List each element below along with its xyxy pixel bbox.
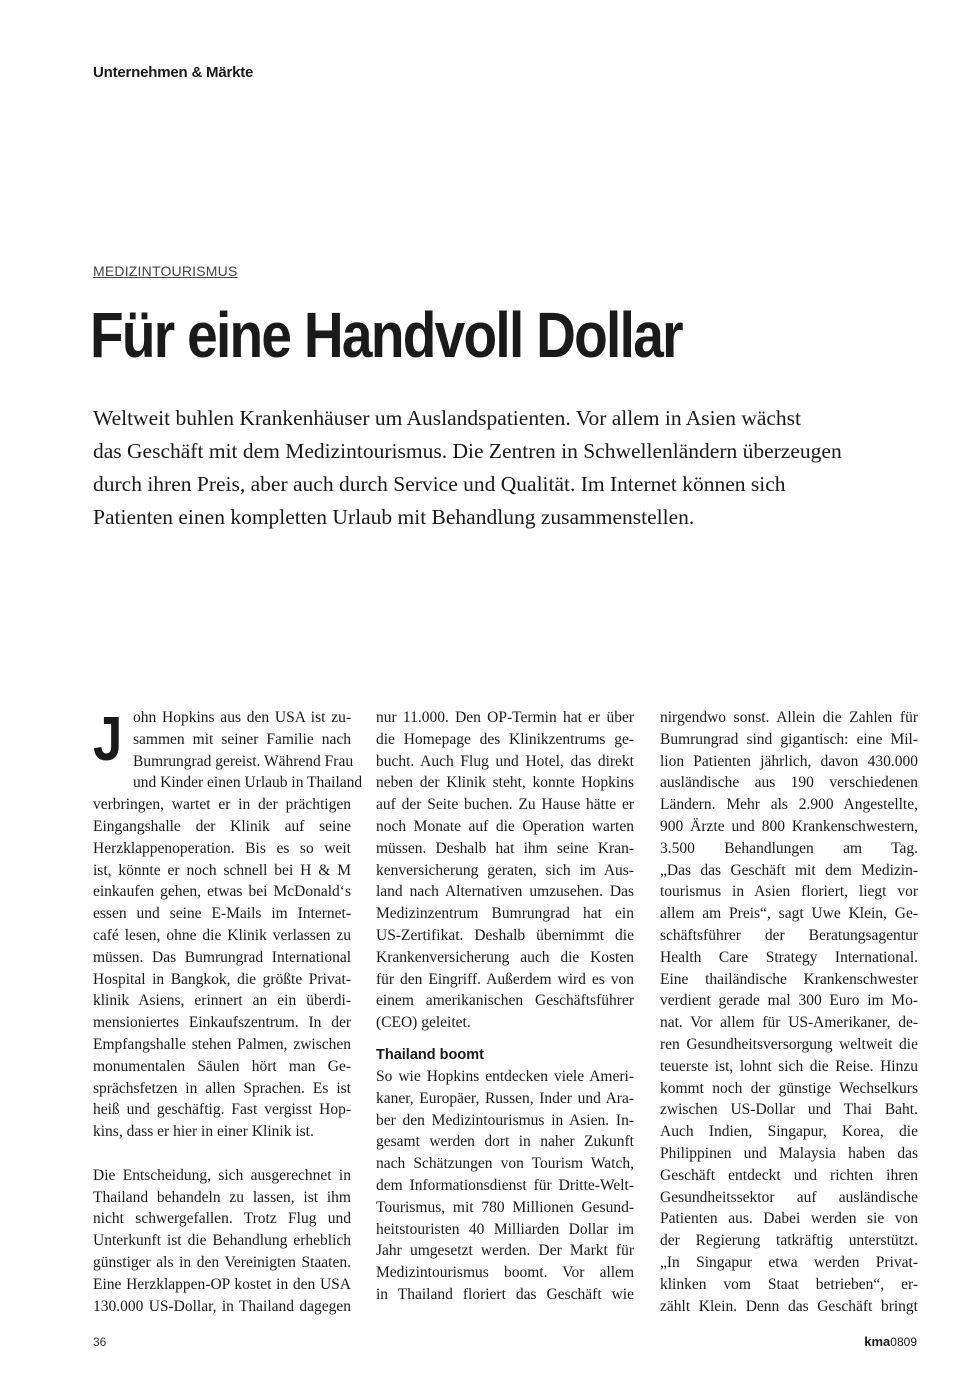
text-line: sprächsfetzen in allen Sprachen. Es ist <box>93 1079 351 1097</box>
article-kicker: MEDIZINTOURISMUS <box>93 263 238 279</box>
text-line: für den Eingriff. Außerdem wird es von <box>376 970 634 988</box>
text-line: Philippinen und Malaysia haben das <box>660 1144 918 1162</box>
article-headline: Für eine Handvoll Dollar <box>90 299 682 371</box>
text-line: nach Schätzungen von Tourism Watch, <box>376 1155 634 1173</box>
text-line: „In Singapur etwa werden Privat- <box>660 1253 918 1271</box>
text-line: Gesundheitssektor auf ausländische <box>660 1188 918 1206</box>
text-line: günstiger als in den Vereinigten Staaten. <box>93 1253 351 1271</box>
text-line: ohn Hopkins aus den USA ist zu- <box>133 709 351 726</box>
text-line: US-Zertifikat. Deshalb übernimmt die <box>376 926 634 944</box>
text-line: 900 Ärzte und 800 Krankenschwestern, <box>660 817 918 835</box>
text-line: mensioniertes Einkaufszentrum. In der <box>93 1014 351 1032</box>
text-line: Auch Indien, Singapur, Korea, die <box>660 1123 918 1141</box>
text-line: 130.000 US-Dollar, in Thailand dagegen <box>93 1297 351 1315</box>
text-line: Medizintourismus boomt. Vor allem <box>376 1264 634 1282</box>
column-1-paragraph-1 <box>93 707 363 1143</box>
text-line: Bumrungrad gereist. Während Frau <box>133 752 354 770</box>
lead-line: Patienten einen kompletten Urlaub mit Behandlung zusammenstellen. <box>93 505 695 529</box>
text-line: Health Care Strategy International. <box>660 948 918 966</box>
text-line: in Thailand floriert das Geschäft wie <box>376 1285 634 1303</box>
text-line: nicht schwergefallen. Trotz Flug und <box>93 1210 351 1228</box>
text-line: heitstouristen 40 Milliarden Dollar im <box>376 1220 634 1238</box>
text-line: nirgendwo sonst. Allein die Zahlen für <box>660 709 918 726</box>
paragraph-gap <box>93 1143 351 1165</box>
article-lead <box>93 402 893 534</box>
text-line: der Regierung tatkräftig unterstützt. <box>660 1232 918 1250</box>
text-line: zählt Klein. Denn das Geschäft bringt <box>660 1297 918 1315</box>
body-column-3 <box>660 707 918 1317</box>
text-line: Eingangshalle der Klinik auf seine <box>93 817 351 835</box>
text-line: 3.500 Behandlungen am Tag. <box>660 839 918 857</box>
text-line: ist, könnte er noch schnell bei H & M <box>93 861 351 879</box>
text-line: klinik Asiens, erinnert an ein überdi- <box>93 992 351 1010</box>
magazine-logo: kma <box>864 1334 891 1349</box>
text-line: ber den Medizintourismus in Asien. In- <box>376 1111 634 1129</box>
text-line: Medizinzentrum Bumrungrad hat ein <box>376 905 634 923</box>
text-line: Bumrungrad sind gigantisch: eine Mil- <box>660 730 918 748</box>
text-line: monumentalen Säulen hört man Ge- <box>93 1057 351 1075</box>
text-line: tourismus in Asien floriert, liegt vor <box>660 883 918 901</box>
text-line: teuerste ist, lohnt sich die Reise. Hinzu <box>660 1057 918 1075</box>
text-line: Patienten aus. Dabei werden sie von <box>660 1210 918 1228</box>
text-line: Hospital in Bangkok, die größte Privat- <box>93 970 351 988</box>
text-line: „Das das Geschäft mit dem Medizin- <box>660 861 918 879</box>
text-line: Empfangshalle stehen Palmen, zwischen <box>93 1035 351 1053</box>
text-line: auf der Seite buchen. Zu Hause hätte er <box>376 796 634 814</box>
text-line: klinken vom Staat betrieben“, er- <box>660 1275 918 1293</box>
text-line: verdient gerade mal 300 Euro im Mo- <box>660 992 918 1010</box>
text-line: und Kinder einen Urlaub in Thailand <box>133 774 363 792</box>
text-line: bucht. Auch Flug und Hotel, das direkt <box>376 752 634 770</box>
text-line: einkaufen gehen, etwas bei McDonald‘s <box>93 883 351 901</box>
text-line: nat. Vor allem für US-Amerikaner, de- <box>660 1014 918 1032</box>
text-line: schäftsführer der Beratungsagentur <box>660 926 918 944</box>
text-line: neben der Klinik steht, konnte Hopkins <box>376 774 634 792</box>
section-label: Unternehmen & Märkte <box>93 64 254 81</box>
text-line: ren Gesundheitsversorgung weltweit die <box>660 1035 918 1053</box>
column-1-paragraph-2 <box>93 1165 351 1318</box>
text-line: Unterkunft ist die Behandlung erheblich <box>93 1232 351 1250</box>
footer-brand <box>864 1334 917 1349</box>
column-2-paragraph-2 <box>376 1066 634 1306</box>
body-column-2 <box>376 707 634 1306</box>
text-line: (CEO) geleitet. <box>376 1014 471 1032</box>
text-line: sammen mit seiner Familie nach <box>133 730 351 748</box>
text-line: land nach Alternativen umzusehen. Das <box>376 883 634 901</box>
lead-line: durch ihren Preis, aber auch durch Service und Qualität. Im Internet können sich <box>93 472 786 496</box>
lead-line: das Geschäft mit dem Medizintourismus. Die Zentren in Schwellenländern überzeugen <box>93 439 842 463</box>
text-line: kenversicherung geraten, sich im Aus- <box>376 861 634 879</box>
text-line: dem Informationsdienst für Dritte-Welt- <box>376 1176 634 1194</box>
text-line: Tourismus, mit 780 Millionen Gesund- <box>376 1198 634 1216</box>
text-line: So wie Hopkins entdecken viele Ameri- <box>376 1067 634 1085</box>
text-line: essen und seine E-Mails im Internet- <box>93 905 351 923</box>
lead-line: Weltweit buhlen Krankenhäuser um Auslandspatienten. Vor allem in Asien wächst <box>93 406 802 430</box>
page-number: 36 <box>93 1335 107 1349</box>
text-line: kommt noch der günstige Wechselkurs <box>660 1079 918 1097</box>
column-3-text <box>660 707 918 1317</box>
text-line: Jahr umgesetzt werden. Der Markt für <box>376 1242 634 1260</box>
text-line: die Homepage des Klinikzentrums ge- <box>376 730 634 748</box>
text-line: kins, dass er hier in einer Klinik ist. <box>93 1123 314 1141</box>
text-line: Geschäft entdeckt und richten ihren <box>660 1166 918 1184</box>
text-line: kaner, Europäer, Russen, Inder und Ara- <box>376 1089 634 1107</box>
text-line: Eine Herzklappen-OP kostet in den USA <box>93 1275 351 1293</box>
body-column-1 <box>93 705 363 1317</box>
text-line: Herzklappenoperation. Bis es so weit <box>93 839 351 857</box>
text-line: lion Patienten jährlich, davon 430.000 <box>660 752 918 770</box>
text-line: einem amerikanischen Geschäftsführer <box>376 992 634 1010</box>
text-line: ausländische aus 190 verschiedenen <box>660 774 918 792</box>
text-line: gesamt werden dort in naher Zukunft <box>376 1133 634 1151</box>
text-line: Die Entscheidung, sich ausgerechnet in <box>93 1166 351 1184</box>
text-line: Eine thailändische Krankenschwester <box>660 970 918 988</box>
drop-cap: J <box>93 705 123 774</box>
column-2-paragraph-1 <box>376 707 634 1034</box>
text-line: Krankenversicherung auch die Kosten <box>376 948 634 966</box>
text-line: Ländern. Mehr als 2.900 Angestellte, <box>660 796 918 814</box>
subheading: Thailand boomt <box>376 1046 484 1063</box>
text-line: noch Monate auf die Operation warten <box>376 817 634 835</box>
text-line: allem am Preis“, sagt Uwe Klein, Ge- <box>660 905 918 923</box>
text-line: Thailand behandeln zu lassen, ist ihm <box>93 1188 351 1206</box>
text-line: heiß und geschäftig. Fast vergisst Hop- <box>93 1101 351 1119</box>
text-line: café lesen, ohne die Klinik verlassen zu <box>93 926 351 944</box>
text-line: verbringen, wartet er in der prächtigen <box>93 796 351 814</box>
issue-number: 0809 <box>890 1335 917 1349</box>
text-line: müssen. Das Bumrungrad International <box>93 948 351 966</box>
text-line: zwischen US-Dollar und Thai Baht. <box>660 1101 918 1119</box>
text-line: müssen. Deshalb hat ihm seine Kran- <box>376 839 634 857</box>
text-line: nur 11.000. Den OP-Termin hat er über <box>376 709 634 726</box>
